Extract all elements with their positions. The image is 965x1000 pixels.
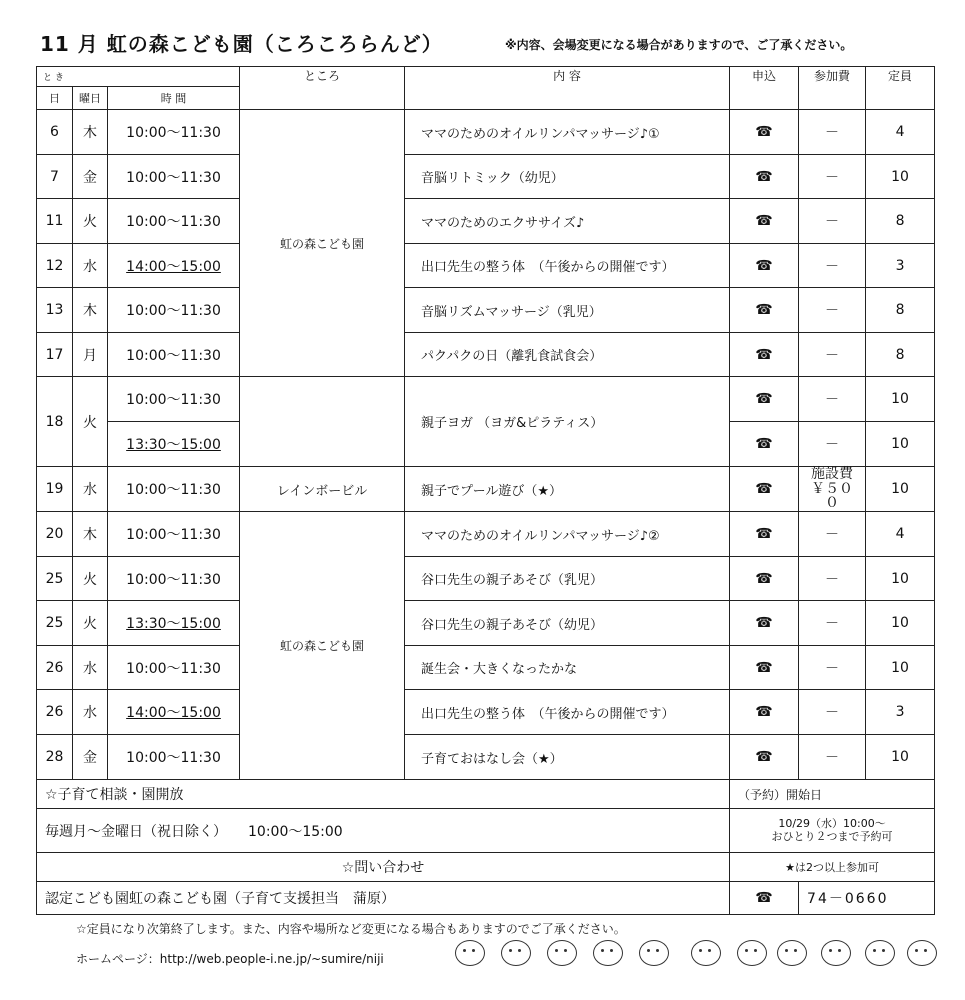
- header-time: 時 間: [108, 87, 240, 110]
- day-cell: 7: [37, 155, 73, 199]
- place-cell: 虹の森こども園: [240, 512, 405, 780]
- day-cell: 25: [37, 601, 73, 646]
- capacity-cell: 8: [866, 333, 935, 377]
- time-cell: 14:00～15:00: [108, 244, 240, 288]
- weekday-cell: 金: [73, 155, 108, 199]
- content-cell: 谷口先生の親子あそび（乳児）: [405, 557, 730, 601]
- phone-icon: ☎: [730, 155, 799, 199]
- fee-cell: －: [799, 735, 866, 780]
- capacity-cell: 3: [866, 244, 935, 288]
- phone-icon: ☎: [730, 601, 799, 646]
- weekday-cell: 水: [73, 467, 108, 512]
- table-row: [37, 512, 935, 557]
- star-note: ★は2つ以上参加可: [730, 853, 935, 882]
- fee-cell: －: [799, 422, 866, 467]
- day-cell: 18: [37, 377, 73, 467]
- weekday-cell: 金: [73, 735, 108, 780]
- day-cell: 26: [37, 646, 73, 690]
- consult-heading: ☆子育て相談・園開放: [37, 780, 730, 809]
- phone-icon: ☎: [730, 690, 799, 735]
- reserve-info: [730, 809, 935, 853]
- capacity-cell: 8: [866, 288, 935, 333]
- day-cell: 6: [37, 110, 73, 155]
- weekday-cell: 木: [73, 110, 108, 155]
- phone-icon: ☎: [730, 288, 799, 333]
- capacity-cell: 3: [866, 690, 935, 735]
- fee-cell: －: [799, 557, 866, 601]
- table-row: [37, 646, 935, 690]
- table-row: [37, 288, 935, 333]
- fee-cell: －: [799, 512, 866, 557]
- table-row: [37, 601, 935, 646]
- day-cell: 25: [37, 557, 73, 601]
- day-cell: 20: [37, 512, 73, 557]
- day-cell: 17: [37, 333, 73, 377]
- table-row: [37, 155, 935, 199]
- table-row: [37, 377, 935, 422]
- chick-icon: [821, 940, 851, 966]
- content-cell: 出口先生の整う体 （午後からの開催です）: [405, 690, 730, 735]
- content-cell: 谷口先生の親子あそび（幼児）: [405, 601, 730, 646]
- capacity-cell: 10: [866, 646, 935, 690]
- fee-cell: －: [799, 110, 866, 155]
- content-cell: ママのためのオイルリンパマッサージ♪②: [405, 512, 730, 557]
- weekday-cell: 火: [73, 199, 108, 244]
- table-row: [37, 199, 935, 244]
- table-row: [37, 735, 935, 780]
- header-capacity: 定員: [866, 67, 935, 110]
- day-cell: 19: [37, 467, 73, 512]
- time-cell: 10:00～11:30: [108, 288, 240, 333]
- chick-icon: [593, 940, 623, 966]
- chick-icon: [639, 940, 669, 966]
- weekday-cell: 月: [73, 333, 108, 377]
- phone-icon: ☎: [730, 110, 799, 155]
- phone-icon: ☎: [730, 422, 799, 467]
- day-cell: 12: [37, 244, 73, 288]
- homepage-link[interactable]: http://web.people-i.ne.jp/~sumire/niji: [159, 952, 384, 966]
- capacity-cell: 4: [866, 512, 935, 557]
- reserve-label: （予約）開始日: [730, 780, 935, 809]
- content-cell: 親子でプール遊び（★）: [405, 467, 730, 512]
- phone-icon: ☎: [730, 377, 799, 422]
- time-cell: 10:00～11:30: [108, 735, 240, 780]
- place-cell: レインボービル: [240, 467, 405, 512]
- phone-icon: ☎: [730, 882, 799, 915]
- time-cell: 14:00～15:00: [108, 690, 240, 735]
- capacity-cell: 10: [866, 422, 935, 467]
- day-cell: 11: [37, 199, 73, 244]
- time-cell: 10:00～11:30: [108, 199, 240, 244]
- fee-cell: －: [799, 646, 866, 690]
- time-cell: 10:00～11:30: [108, 377, 240, 422]
- day-cell: 28: [37, 735, 73, 780]
- capacity-cell: 10: [866, 377, 935, 422]
- chick-icon: [777, 940, 807, 966]
- chick-icon: [547, 940, 577, 966]
- capacity-cell: 4: [866, 110, 935, 155]
- phone-icon: ☎: [730, 735, 799, 780]
- fee-cell: －: [799, 155, 866, 199]
- table-row: [37, 244, 935, 288]
- time-cell: 13:30～15:00: [108, 601, 240, 646]
- header-day: 日: [37, 87, 73, 110]
- phone-icon: ☎: [730, 244, 799, 288]
- content-cell: 音脳リトミック（幼児）: [405, 155, 730, 199]
- capacity-cell: 10: [866, 155, 935, 199]
- fee-cell: －: [799, 377, 866, 422]
- header-place: ところ: [240, 67, 405, 110]
- table-row: [37, 110, 935, 155]
- table-row: [37, 467, 935, 512]
- contact-phone: 74－0660: [799, 882, 935, 915]
- footer-note: ☆定員になり次第終了します。また、内容や場所など変更になる場合もありますのでご了承ください。: [76, 922, 626, 936]
- chick-icon: [737, 940, 767, 966]
- capacity-cell: 10: [866, 735, 935, 780]
- capacity-cell: 8: [866, 199, 935, 244]
- chick-icon: [865, 940, 895, 966]
- header-apply: 申込: [730, 67, 799, 110]
- weekday-cell: 水: [73, 690, 108, 735]
- fee-cell: －: [799, 288, 866, 333]
- homepage-label: ホームページ：: [76, 952, 160, 966]
- chick-illustrations: [455, 938, 935, 972]
- phone-icon: ☎: [730, 199, 799, 244]
- chick-icon: [907, 940, 937, 966]
- table-row: [37, 557, 935, 601]
- change-notice: ※内容、会場変更になる場合がありますので、ご了承ください。: [505, 38, 853, 52]
- content-cell: 出口先生の整う体 （午後からの開催です）: [405, 244, 730, 288]
- schedule-table: [36, 66, 935, 915]
- time-cell: 13:30～15:00: [108, 422, 240, 467]
- fee-cell: －: [799, 244, 866, 288]
- phone-icon: ☎: [730, 646, 799, 690]
- time-cell: 10:00～11:30: [108, 467, 240, 512]
- fee-cell: －: [799, 601, 866, 646]
- weekday-cell: 水: [73, 646, 108, 690]
- capacity-cell: 10: [866, 601, 935, 646]
- content-cell: 音脳リズムマッサージ（乳児）: [405, 288, 730, 333]
- time-cell: 10:00～11:30: [108, 333, 240, 377]
- header-toki: と き: [37, 67, 240, 87]
- time-cell: 10:00～11:30: [108, 155, 240, 199]
- weekday-cell: 木: [73, 512, 108, 557]
- chick-icon: [501, 940, 531, 966]
- day-cell: 13: [37, 288, 73, 333]
- fee-cell: －: [799, 333, 866, 377]
- reserve-limit: おひとり２つまで予約可: [771, 829, 893, 843]
- time-cell: 10:00～11:30: [108, 557, 240, 601]
- content-cell: パクパクの日（離乳食試食会）: [405, 333, 730, 377]
- capacity-cell: 10: [866, 557, 935, 601]
- content-cell: 誕生会・大きくなったかな: [405, 646, 730, 690]
- reserve-date: 10/29（水）10:00～: [778, 816, 886, 830]
- header-content: 内 容: [405, 67, 730, 110]
- capacity-cell: 10: [866, 467, 935, 512]
- weekday-cell: 火: [73, 377, 108, 467]
- content-cell: ママのためのオイルリンパマッサージ♪①: [405, 110, 730, 155]
- phone-icon: ☎: [730, 467, 799, 512]
- content-cell: 親子ヨガ （ヨガ&ピラティス）: [405, 377, 730, 467]
- table-row: [37, 333, 935, 377]
- inquiry-heading: ☆問い合わせ: [37, 853, 730, 882]
- time-cell: 10:00～11:30: [108, 110, 240, 155]
- place-cell: [240, 377, 405, 467]
- page-title: 11 月 虹の森こども園（ころころらんど）: [40, 32, 443, 56]
- contact-name: 認定こども園虹の森こども園（子育て支援担当 蒲原）: [37, 882, 730, 915]
- time-cell: 10:00～11:30: [108, 646, 240, 690]
- day-cell: 26: [37, 690, 73, 735]
- content-cell: ママのためのエクササイズ♪: [405, 199, 730, 244]
- header-fee: 参加費: [799, 67, 866, 110]
- place-cell: 虹の森こども園: [240, 110, 405, 377]
- fee-cell: 施設費 ￥５０ ０: [799, 467, 866, 512]
- phone-icon: ☎: [730, 557, 799, 601]
- header-weekday: 曜日: [73, 87, 108, 110]
- weekday-cell: 水: [73, 244, 108, 288]
- weekday-cell: 木: [73, 288, 108, 333]
- weekday-cell: 火: [73, 601, 108, 646]
- phone-icon: ☎: [730, 333, 799, 377]
- content-cell: 子育ておはなし会（★）: [405, 735, 730, 780]
- fee-cell: －: [799, 199, 866, 244]
- weekday-cell: 火: [73, 557, 108, 601]
- time-cell: 10:00～11:30: [108, 512, 240, 557]
- phone-icon: ☎: [730, 512, 799, 557]
- fee-cell: －: [799, 690, 866, 735]
- chick-icon: [691, 940, 721, 966]
- table-row: [37, 690, 935, 735]
- open-hours: 毎週月～金曜日（祝日除く） 10:00～15:00: [37, 809, 730, 853]
- chick-icon: [455, 940, 485, 966]
- homepage-line: [76, 950, 384, 967]
